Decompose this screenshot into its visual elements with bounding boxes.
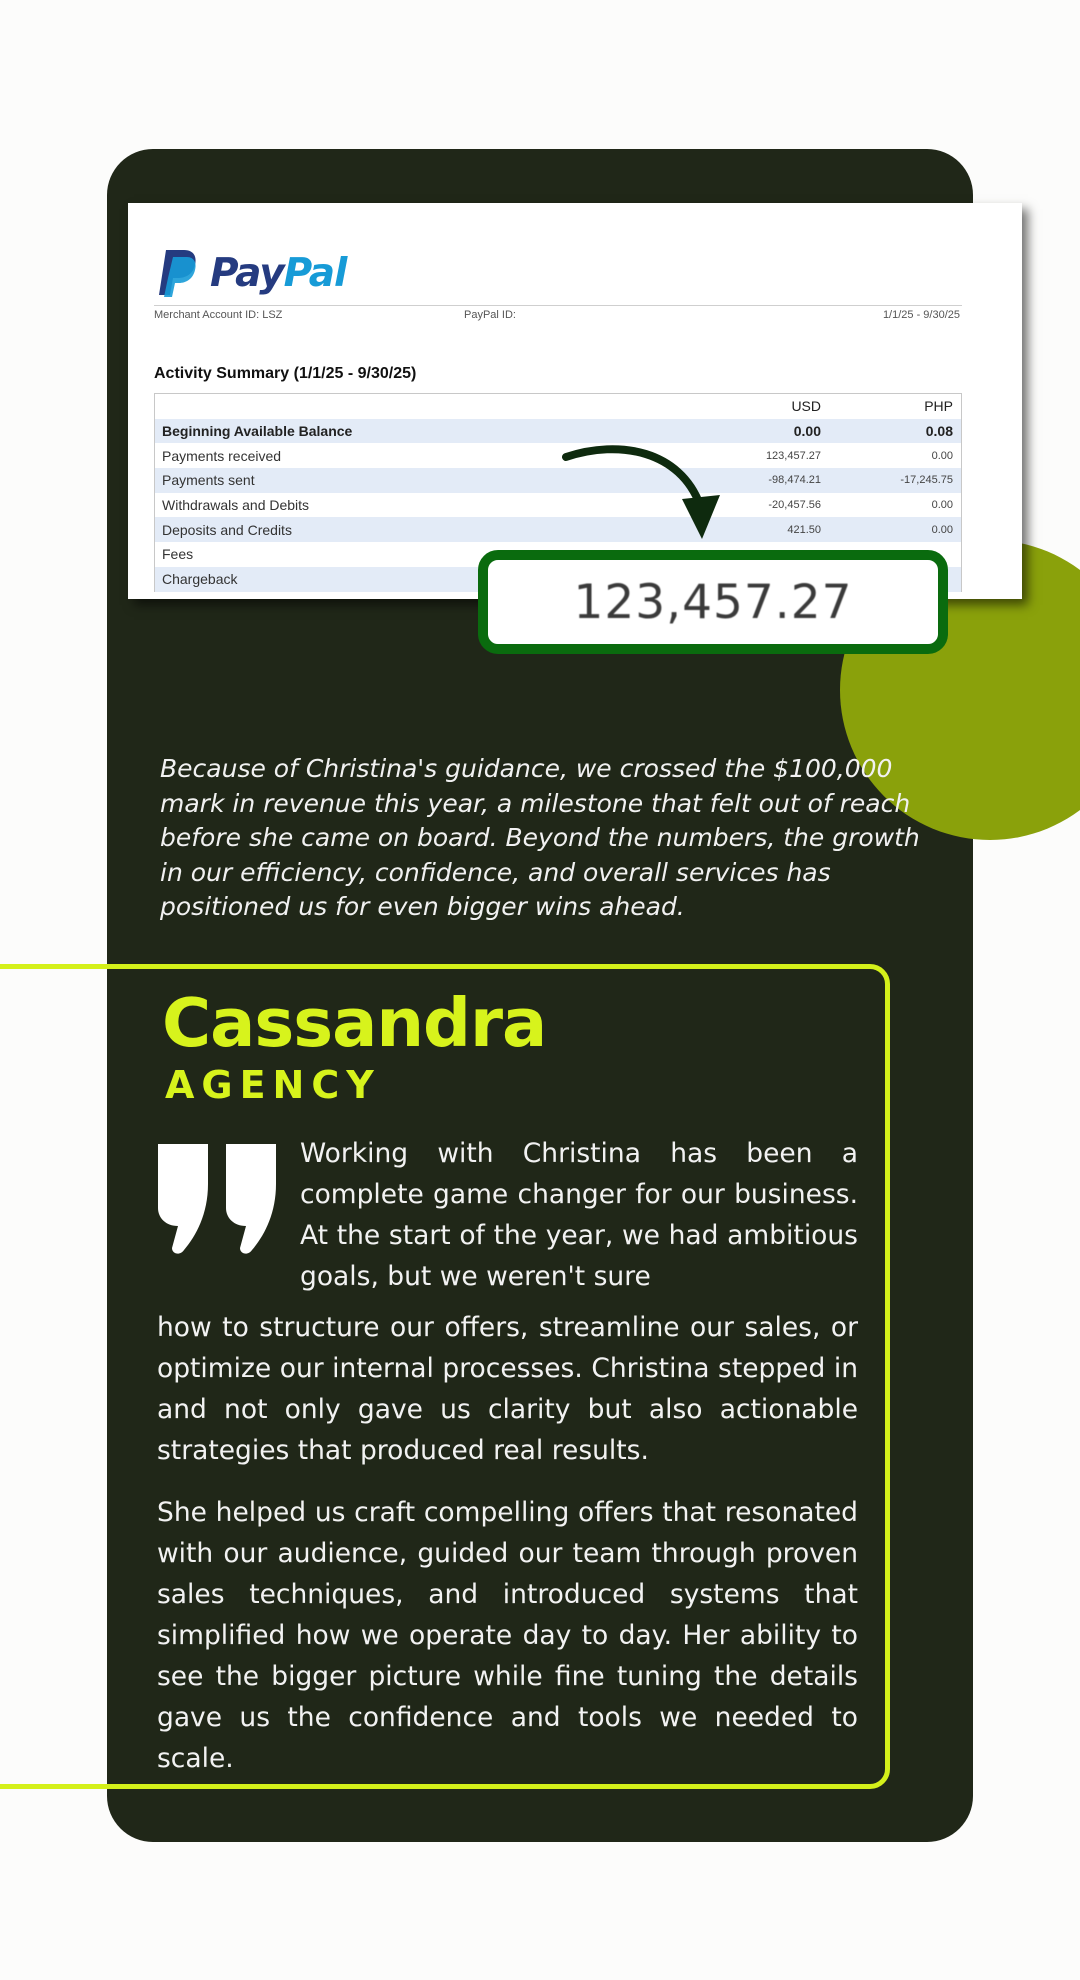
paypal-wordmark xyxy=(210,251,346,296)
review-paragraph-1-rest: how to structure our offers, streamline our sales, or optimize our internal processes. Christina stepped in and not only gave us clarity but also actionable strategies that produced real results. xyxy=(157,1312,858,1466)
highlighted-amount xyxy=(478,550,948,654)
row-label: Withdrawals and Debits xyxy=(162,497,310,514)
date-range: 1/1/25 - 9/30/25 xyxy=(882,309,960,321)
row-label: Payments sent xyxy=(162,472,255,489)
table-header-row xyxy=(155,394,961,419)
merchant-id: Merchant Account ID: LSZ xyxy=(154,309,283,321)
paypal-logo xyxy=(156,247,346,299)
divider xyxy=(154,305,962,306)
paypal-logo-icon xyxy=(156,248,198,298)
company-type: AGENCY xyxy=(165,1063,381,1107)
paypal-word-pal: Pal xyxy=(283,250,347,296)
row-usd: 123,457.27 xyxy=(765,449,821,462)
column-usd: USD xyxy=(791,398,821,415)
row-php: 0.00 xyxy=(931,499,953,512)
table-row xyxy=(155,493,961,518)
row-usd: -98,474.21 xyxy=(768,474,821,487)
row-label: Beginning Available Balance xyxy=(162,423,353,440)
row-php: 0.00 xyxy=(931,523,953,536)
paypal-word-pay: Pay xyxy=(210,250,284,296)
row-label: Fees xyxy=(162,546,194,563)
review-paragraph-1-start: Working with Christina has been a complete game changer for our business. At the start of the year, we had ambitious goals, but we weren't sure xyxy=(300,1138,858,1292)
row-label: Chargeback xyxy=(162,571,238,588)
table-row xyxy=(155,443,961,468)
row-usd: -20,457.56 xyxy=(768,499,821,512)
table-row xyxy=(155,419,961,444)
company-name: Cassandra xyxy=(162,984,547,1062)
table-row xyxy=(155,468,961,493)
testimonial-quote: Because of Christina's guidance, we crossed the $100,000 mark in revenue this year, a milestone that felt out of reach before she came on board. Beyond the numbers, the growth in our efficiency, confidence, and overall services has positioned us for even bigger wins ahead. xyxy=(160,754,920,922)
row-php: 0.00 xyxy=(931,449,953,462)
curved-arrow-icon xyxy=(560,443,720,553)
activity-summary-title: Activity Summary (1/1/25 - 9/30/25) xyxy=(154,365,417,382)
table-row xyxy=(155,517,961,542)
row-php: -17,245.75 xyxy=(900,474,953,487)
paypal-id: PayPal ID: xyxy=(464,309,516,321)
highlight-value: 123,457.27 xyxy=(573,574,853,630)
row-php: 0.08 xyxy=(925,423,953,440)
column-php: PHP xyxy=(924,398,953,415)
row-label: Payments received xyxy=(162,447,282,464)
row-usd: 421.50 xyxy=(787,523,821,536)
row-label: Deposits and Credits xyxy=(162,521,292,538)
review-paragraph-2: She helped us craft compelling offers that resonated with our audience, guided our team through proven sales techniques, and introduced systems that simplified how we operate day to day. Her ability to see the bigger picture while fine tuning the details gave us the confidence and tools we needed to scale. xyxy=(157,1497,858,1774)
row-usd: 0.00 xyxy=(793,423,821,440)
quote-mark-icon xyxy=(156,1144,278,1254)
